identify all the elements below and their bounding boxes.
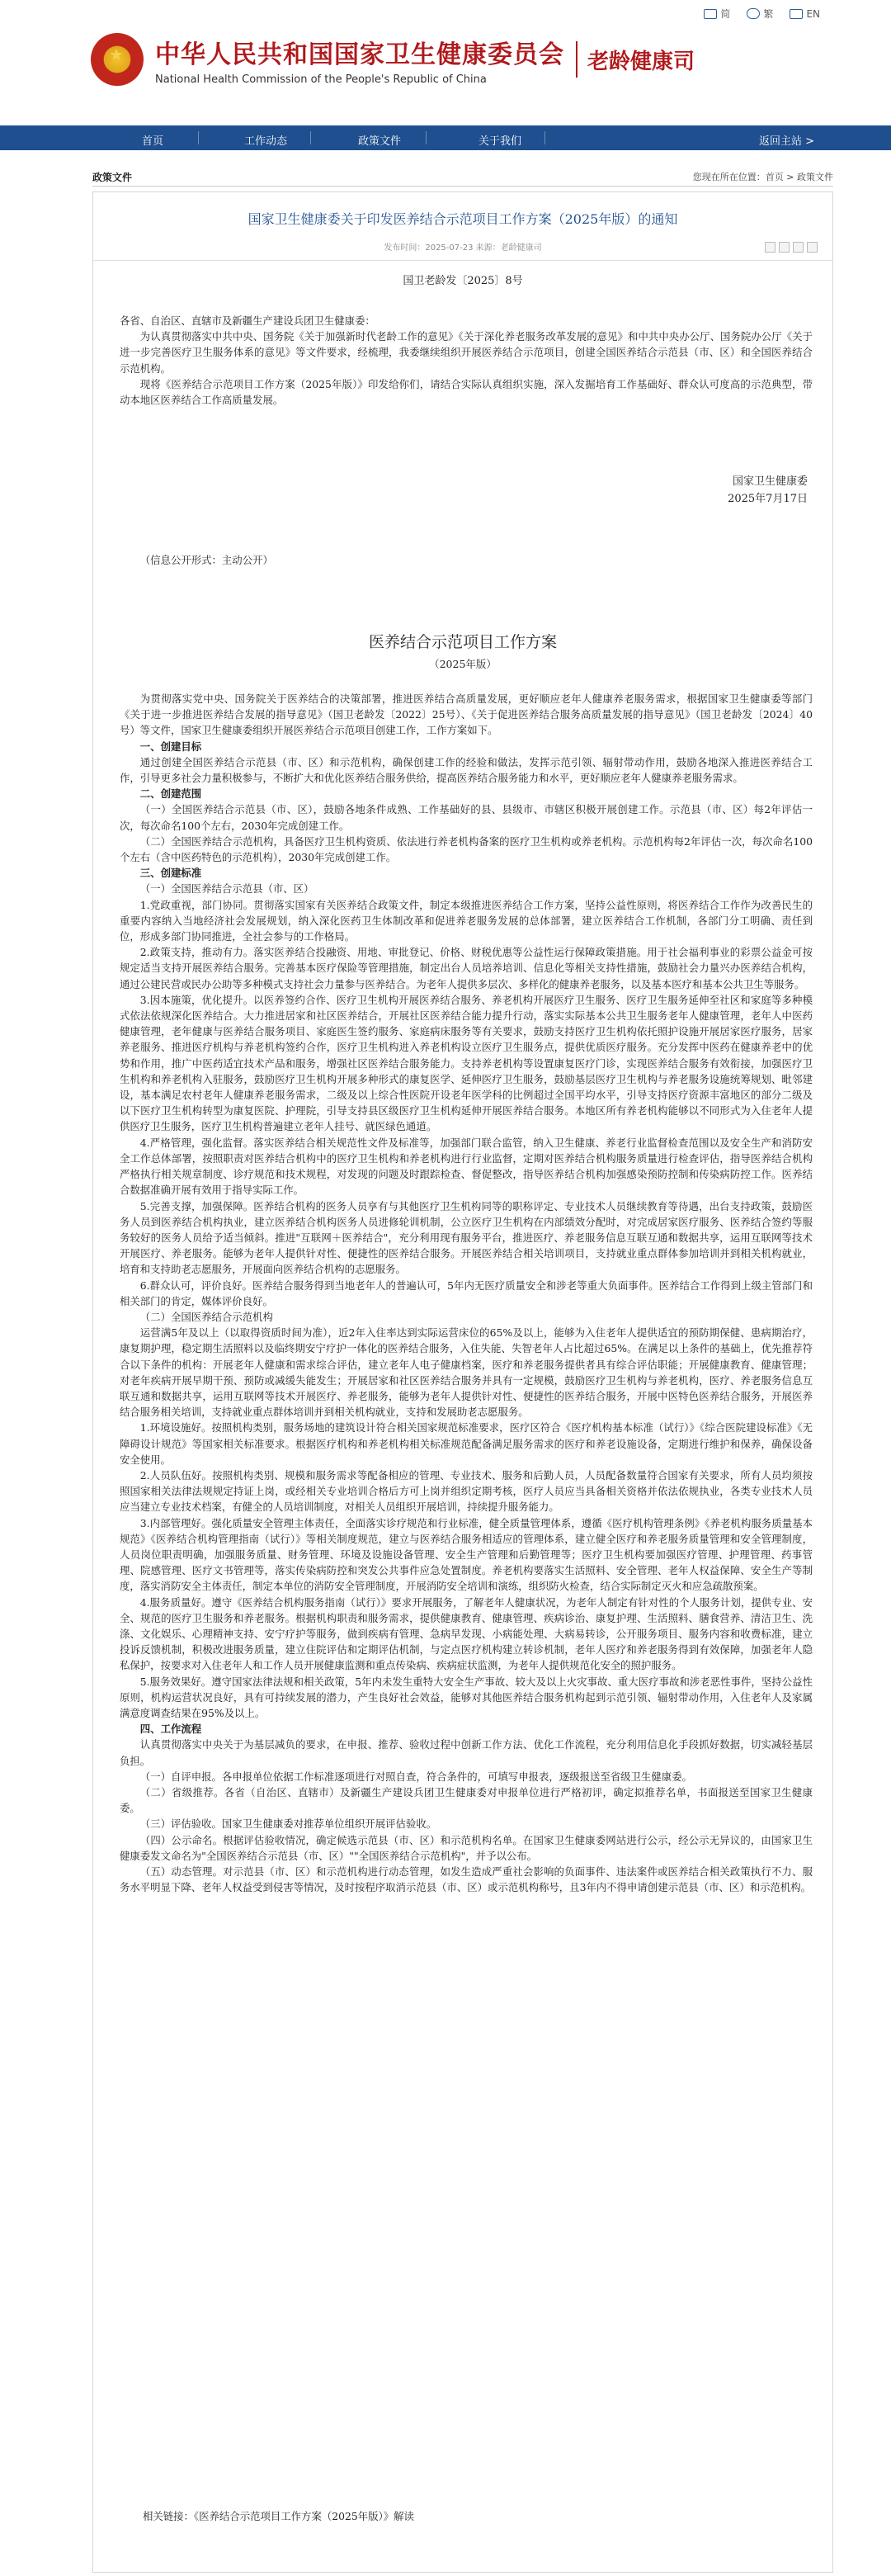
related-link[interactable]: 相关链接：《医养结合示范项目工作方案（2025年版）》解读 — [143, 2510, 414, 2522]
issue-date: 2025年7月17日 — [728, 493, 808, 505]
section-title: 政策文件 — [92, 172, 133, 183]
nav-divider — [426, 131, 427, 144]
recipients: 各省、自治区、直辖市及新疆生产建设兵团卫生健康委： — [120, 314, 375, 327]
article-paragraph: 通过创建全国医养结合示范县（市、区）和示范机构，确保创建工作的经验和做法，发挥示范引领、辐射带动作用，鼓励各地深入推进医养结合工作，引导更多社会力量积极参与，不断扩大和优化医养结合服务供给，提高医养结合服务能力和水平，更好顺应老年人健康养老服务需求。 — [120, 755, 813, 785]
notice-body — [120, 313, 813, 408]
nav-divider — [544, 131, 545, 144]
article-paragraph: （三）评估验收。国家卫生健康委对推荐单位组织开展评估验收。 — [139, 1817, 437, 1831]
article-heading: 二、创建范围 — [139, 787, 202, 801]
weibo-icon — [747, 8, 760, 19]
lang-simplified[interactable]: 简 — [704, 7, 730, 21]
lang-traditional[interactable]: 繁 — [747, 7, 773, 21]
chat-icon — [704, 9, 717, 19]
breadcrumb[interactable]: 您现在所在位置：首页 > 政策文件 — [692, 172, 833, 182]
font-large-icon[interactable] — [765, 242, 776, 253]
nav-policy-docs[interactable]: 政策文件 — [358, 135, 402, 148]
lang-english[interactable]: EN — [790, 7, 820, 21]
article-subtitle: （2025年版） — [429, 658, 497, 670]
notice-paragraph: 为认真贯彻落实中共中央、国务院《关于加强新时代老龄工作的意见》《关于深化养老服务改革发展的意见》和中共中央办公厅、国务院办公厅《关于进一步完善医疗卫生服务体系的意见》等文件要求，经梳理，我委继续组织开展医养结合示范项目，创建全国医养结合示范县（市、区）和全国医养结合示范机构。 — [120, 330, 813, 375]
main-nav — [0, 125, 891, 150]
top-links — [704, 7, 820, 21]
font-small-icon[interactable] — [779, 242, 790, 253]
header-divider — [576, 41, 578, 78]
site-title-en: National Health Commission of the People's Republic of China — [155, 73, 487, 86]
content-panel — [92, 191, 833, 2573]
nav-divider — [198, 131, 199, 144]
article-paragraph: 6.群众认可，评价良好。医养结合服务得到当地老年人的普遍认可，5年内无医疗质量安全和涉老等重大负面事件。医养结合工作得到上级主管部门和相关部门的肯定，媒体评价良好。 — [120, 1279, 813, 1307]
mail-icon — [790, 9, 803, 19]
signature-block — [728, 473, 808, 508]
national-emblem-icon — [91, 33, 144, 86]
document-title: 国家卫生健康委关于印发医养结合示范项目工作方案（2025年版）的通知 — [248, 211, 678, 227]
nav-divider — [310, 131, 311, 144]
department-name: 老龄健康司 — [587, 49, 695, 74]
share-icon[interactable] — [793, 242, 804, 253]
article-paragraph: 认真贯彻落实中央关于为基层减负的要求，在申报、推荐、验收过程中创新工作方法、优化工作流程，充分利用信息化手段抓好数据，切实减轻基层负担。 — [120, 1738, 813, 1767]
article-paragraph: 4.服务质量好。遵守《医养结合机构服务指南（试行）》要求开展服务，了解老年人健康状况，为老年人制定有针对性的个人服务计划，提供专业、安全、规范的医疗卫生服务和养老服务。根据机构职责和服务需求，提供健康教育、健康管理、疾病诊治、康复护理、生活照料、膳食营养、清洁卫生、洗涤、文化娱乐、心理精神支持、安宁疗护等服务，做到疾病有管理、急病早发现、小病能处理、大病易转诊，公开服务项目、服务内容和收费标准，建立投诉反馈机制，积极改进服务质量，建立住院评估和定期评估机制，与定点医疗机构建立转诊机制，老年人医疗和养老服务得到有效保障，加强老年人隐私保护，按要求对入住老年人和工作人员开展健康监测和重点传染病、疾病症状监测，为老年人提供规范化安全的照护服务。 — [120, 1595, 813, 1672]
signer: 国家卫生健康委 — [732, 475, 808, 488]
article-paragraph: （二）省级推荐。各省（自治区、直辖市）及新疆生产建设兵团卫生健康委对申报单位进行严格初评，确定拟推荐名单，书面报送至国家卫生健康委。 — [120, 1786, 813, 1815]
site-header — [91, 33, 695, 86]
article-paragraph: （一）全国医养结合示范县（市、区） — [139, 882, 314, 896]
nav-back-main[interactable]: 返回主站 > — [759, 135, 815, 148]
disclosure: （信息公开形式：主动公开） — [139, 554, 273, 566]
nav-work-news[interactable]: 工作动态 — [244, 135, 288, 148]
section-bar — [92, 168, 833, 187]
article-paragraph: 5.服务效果好。遵守国家法律法规和相关政策，5年内未发生重特大安全生产事故、较大及以上火灾事故、重大医疗事故和涉老恶性事件，坚持公益性原则，机构运营状况良好，具有可持续发展的潜力，产生良好社会效益，能够对其他医养结合服务机构起到示范引领、辐射带动作用，入住老年人及家属满意度调查结果在95%及以上。 — [120, 1675, 813, 1719]
article-paragraph: 3.因本施策，优化提升。以医养签约合作、医疗卫生机构开展医养结合服务、养老机构开展医疗卫生服务、医疗卫生服务延伸至社区和家庭等多种模式依法依规深化医养结合。大力推进居家和社区医养结合，开展社区医养结合能力提升行动，落实实际基本公共卫生服务老年人健康管理，老年人中医药健康管理，老年健康与医养结合服务项目、家庭医生签约服务、家庭病床服务等有关要求，鼓励支持医疗卫生机构依托照护设施开展居家医疗服务，居家养老服务、推进医疗机构与养老机构签约合作，医疗卫生机构进入养老机构设立医疗卫生服务点，提供优质医疗服务。充分发挥中医药在健康养老中的优势和作用，推广中医药适宜技术产品和服务，增强社区医养结合服务能力。支持养老机构等设置康复医疗门诊，实现医养结合服务有效衔接，加强医疗卫生机构和养老机构入驻服务，鼓励医疗卫生机构开展多种形式的康复医学、延伸医疗卫生服务，鼓励基层医疗卫生机构与养老服务设施统筹规划、毗邻建设，基本满足农村老年人健康养老服务需求，二级及以上综合性医院开设老年医学科的比例超过全国平均水平，引导支持医疗资源丰富地区的部分二级及以下医疗卫生机构转型为康复医院、护理院，引导支持县区级医疗卫生机构延伸开展医养结合服务。本地区所有养老机构能够以不同形式为入住老年人提供医疗卫生服务，医疗卫生机构普遍建立老年人挂号、就医绿色通道。 — [120, 993, 813, 1133]
article-paragraph: 1.党政重视，部门协同。贯彻落实国家有关医养结合政策文件，制定本级推进医养结合工作方案，坚持公益性原则，将医养结合工作作为改善民生的重要内容纳入当地经济社会发展规划，纳入深化医药卫生体制改革和促进养老服务发展的总体部署，建立医养结合工作机制，各部门分工明确、责任到位，形成多部门协同推进，全社会参与的工作格局。 — [120, 898, 813, 943]
article-paragraph: 为贯彻落实党中央、国务院关于医养结合的决策部署，推进医养结合高质量发展，更好顺应老年人健康养老服务需求，根据国家卫生健康委等部门《关于进一步推进医养结合发展的指导意见》（国卫老龄发〔2022〕25号）、《关于促进医养结合服务高质量发展的指导意见》（国卫老龄发〔2024〕40号）等文件，国家卫生健康委组织开展医养结合示范项目创建工作，工作方案如下。 — [120, 692, 813, 737]
article-paragraph: 4.严格管理，强化监督。落实医养结合相关规范性文件及标准等，加强部门联合监管，纳入卫生健康、养老行业监督检查范围以及安全生产和消防安全工作总体部署，按照职责对医养结合机构中的医疗卫生机构和养老机构进行行业监督，定期对医养结合机构服务质量进行检查评估，指导医养结合机构严格执行相关规章制度、诊疗规范和技术规程，对发现的问题及时跟踪检查、督促整改，指导医养结合机构加强感染预防控制和传染病防控工作。医养结合数据准确开展有效用于指导实际工作。 — [120, 1136, 813, 1197]
article-paragraph: （五）动态管理。对示范县（市、区）和示范机构进行动态管理，如发生造成严重社会影响的负面事件、违法案件或医养结合相关政策执行不力、服务水平明显下降、老年人权益受到侵害等情况，及时按程序取消示范县（市、区）或示范机构称号，且3年内不得申请创建示范县（市、区）和示范机构。 — [120, 1865, 813, 1894]
article-body — [120, 691, 813, 1895]
site-title-block — [144, 34, 564, 86]
article-paragraph: （一）自评申报。各申报单位依据工作标准逐项进行对照自查，符合条件的，可填写申报表，逐级报送至省级卫生健康委。 — [139, 1770, 692, 1783]
article-title: 医养结合示范项目工作方案 — [368, 633, 557, 651]
share-icons — [765, 242, 818, 253]
article-paragraph: 运营满5年及以上（以取得资质时间为准），近2年入住率达到实际运营床位的65%及以上，能够为入住老年人提供适宜的预防期保健、患病期治疗，康复期护理，稳定期生活照料以及临终期安宁疗护一体化的医养结合服务，入住失能、失智老年人占比超过65%。在满足以上条件的基础上，优先推荐符合以下条件的机构：开展老年人健康和需求综合评估，建立老年人电子健康档案，医疗和养老服务提供者具有综合评估职能；开展健康教育、健康管理；对老年疾病开展早期干预、预防或减缓失能发生；开展居家和社区医养结合服务并具有一定规模，鼓励医疗卫生机构与养老机构，医疗、养老服务信息互联互通和数据共享，运用互联网等技术开展医疗、养老服务，能够为老年人提供针对性、便捷性的医养结合服务，开展中医特色医养结合服务，开展医养结合服务相关培训，支持就业重点群体培训并到相关机构就业，支持和发展助老志愿服务。 — [120, 1326, 813, 1419]
article-paragraph: 2.人员队伍好。按照机构类别、规模和服务需求等配备相应的管理、专业技术、服务和后勤人员，人员配备数量符合国家有关要求，所有人员均须按照国家相关法律法规规定持证上岗，或经相关专业培训合格后方可上岗并组织定期考核，医疗人员应当具备相关资格并依法依规执业，各类专业技术人员应当建立专业技术档案，有健全的人员培训制度，对相关人员组织开展培训，持续提升服务能力。 — [120, 1468, 813, 1514]
document-meta: 发布时间：2025-07-23 来源：老龄健康司 — [384, 243, 542, 253]
article-heading: 四、工作流程 — [139, 1723, 202, 1736]
disclosure-block — [120, 552, 813, 568]
article-paragraph: 1.环境设施好。按照机构类别，服务场地的建筑设计符合相关国家规范标准要求，医疗区符合《医疗机构基本标准（试行）》《综合医院建设标准》《无障碍设计规范》等国家相关标准要求。根据医疗机构和养老机构相关标准规范配备满足服务需求的医疗和养老设施设备，定期进行维护和保养，确保设备安全使用。 — [120, 1421, 813, 1466]
site-title[interactable]: 中华人民共和国国家卫生健康委员会 — [155, 40, 564, 69]
notice-paragraph: 现将《医养结合示范项目工作方案（2025年版）》印发给你们，请结合实际认真组织实施，深入发掘培育工作基础好、群众认可度高的示范典型，带动本地区医养结合工作高质量发展。 — [120, 377, 813, 407]
article-paragraph: （二）全国医养结合示范机构，具备医疗卫生机构资质、依法进行养老机构备案的医疗卫生机构或养老机构。示范机构每2年评估一次，每次命名100个左右（含中医药特色的示范机构），2030年完成创建工作。 — [120, 834, 813, 864]
article-paragraph: （二）全国医养结合示范机构 — [139, 1310, 273, 1323]
article-heading: 一、创建目标 — [139, 740, 202, 753]
article-paragraph: 3.内部管理好。强化质量安全管理主体责任，全面落实诊疗规范和行业标准，健全质量管理体系，遵循《医疗机构管理条例》《养老机构服务质量基本规范》《医养结合机构管理指南（试行）》等相关制度规范，建立与医养结合服务相适应的管理体系，建立健全医疗和养老服务质量管理和安全管理制度，人员岗位职责明确，加强服务质量、财务管理、环境及设施设备管理、安全生产管理和后勤管理等；医疗卫生机构要加强医疗管理、护理管理、药事管理、院感管理、医疗文书管理等，落实传染病防控和突发公共事件应急处置制度。养老机构要落实生活照料、安全管理、老年人权益保障、安全生产等制度，落实消防安全主体责任，制定本单位的消防安全管理制度，开展消防安全培训和演练，组织防火检查，结合实际制定灭火和应急疏散预案。 — [120, 1516, 813, 1593]
article-paragraph: （一）全国医养结合示范县（市、区），鼓励各地条件成熟、工作基础好的县、县级市、市辖区积极开展创建工作。示范县（市、区）每2年评估一次，每次命名100个左右，2030年完成创建工作。 — [120, 803, 813, 832]
article-heading: 三、创建标准 — [139, 867, 202, 880]
print-icon[interactable] — [807, 242, 818, 253]
article-paragraph: 2.政策支持，推动有力。落实医养结合投融资、用地、审批登记、价格、财税优惠等公益性运行保障政策措施。用于社会福利事业的彩票公益金可按规定适当支持开展医养结合服务。完善基本医疗保险等管理措施，制定出台人员培养培训、信息化等相关支持性措施，鼓励社会力量兴办医养结合机构，通过公建民营或民办公助等多种模式支持社会力量参与医养结合。为老年人提供多层次、多样化的健康养老服务，以及基本医疗和基本公共卫生等服务。 — [120, 946, 813, 990]
nav-about[interactable]: 关于我们 — [478, 135, 522, 148]
article-paragraph: 5.完善支撑，加强保障。医养结合机构的医务人员享有与其他医疗卫生机构同等的职称评定、专业技术人员继续教育等待遇，出台支持政策，鼓励医务人员到医养结合机构执业，建立医养结合机构医务人员进修轮训机制，公立医疗卫生机构在内部绩效分配时，对完成居家医疗服务、医养结合签约等服务较好的医务人员给予适当倾斜。推进"互联网＋医养结合"，充分利用现有服务平台，推进医疗、养老服务信息互联互通和数据共享，运用互联网等技术开展医疗、养老服务。能够为老年人提供针对性、便捷性的医养结合服务。开展医养结合相关培训项目，支持就业重点群体参加培训并到相关机构就业，培育和支持助老志愿服务，开展面向医养结合机构的志愿服务。 — [120, 1199, 813, 1276]
document-number: 国卫老龄发〔2025〕8号 — [403, 275, 523, 287]
article-paragraph: （四）公示命名。根据评估验收情况，确定候选示范县（市、区）和示范机构名单。在国家卫生健康委网站进行公示，经公示无异议的，由国家卫生健康委发文命名为"全国医养结合示范县（市、区）""全国医养结合示范机构"，并予以公布。 — [120, 1833, 813, 1862]
nav-home[interactable]: 首页 — [142, 135, 164, 148]
divider — [93, 260, 832, 261]
